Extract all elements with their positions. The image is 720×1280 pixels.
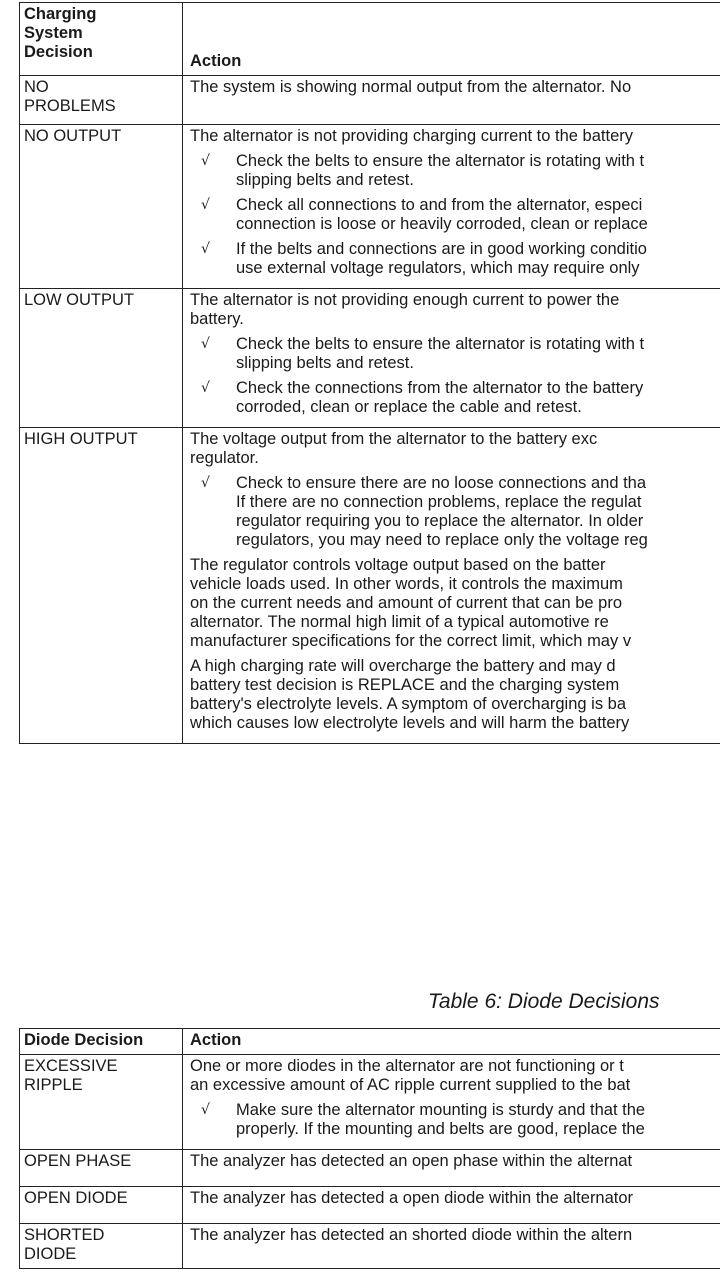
paragraph: The regulator controls voltage output based on the batter vehicle loads used. In other words, it controls the maximum on the current needs and amount of current that can be pro alternator. The normal high limit of a typical automotive re manufacturer specifications for the correct limit, which may v <box>190 556 632 650</box>
decision-line: HIGH OUTPUT <box>24 430 138 448</box>
decision-cell <box>20 1150 183 1187</box>
action-text: One or more diodes in the alternator are not functioning or t an excessive amount of AC ripple current supplied to the bat <box>190 1057 631 1094</box>
decision-cell <box>20 428 183 744</box>
check-item <box>190 379 720 417</box>
header-diode-decision: Diode Decision <box>20 1029 183 1055</box>
decision-line: NO <box>24 78 49 96</box>
check-mark-icon: √ <box>201 241 210 257</box>
check-text: Check to ensure there are no loose connections and tha If there are no connection problems, replace the regulat regulator requiring you to replace the alternator. In older regulators, you may need to replace only the voltage reg <box>236 474 648 549</box>
check-text: Check the belts to ensure the alternator is rotating with t slipping belts and retest. <box>236 335 645 372</box>
action-text: The alternator is not providing enough current to power the battery. <box>190 291 620 328</box>
table-row <box>20 428 720 744</box>
table-row <box>20 1055 720 1150</box>
paragraph: A high charging rate will overcharge the battery and may d battery test decision is REPLACE and the charging system battery's electrolyte levels. A symptom of overcharging is ba which causes low electrolyte levels and will harm the battery <box>190 657 630 732</box>
check-mark-icon: √ <box>201 336 210 352</box>
check-mark-icon: √ <box>201 197 210 213</box>
table-row <box>20 289 720 428</box>
check-mark-icon: √ <box>201 1102 210 1118</box>
decision-line: OPEN DIODE <box>24 1189 128 1207</box>
action-text: The analyzer has detected an open phase within the alternat <box>190 1152 633 1170</box>
check-mark-icon: √ <box>201 475 210 491</box>
header-line: Decision <box>24 43 93 61</box>
check-item <box>190 240 720 278</box>
decision-line: DIODE <box>24 1245 77 1263</box>
header-line: Charging <box>24 5 97 23</box>
action-cell <box>183 289 720 428</box>
check-text: If the belts and connections are in good working conditio use external voltage regulators, which may require only <box>236 240 647 277</box>
decision-line: NO OUTPUT <box>24 127 122 145</box>
action-text: The voltage output from the alternator to the battery exc regulator. <box>190 430 598 467</box>
decision-cell <box>20 76 183 125</box>
action-text: The analyzer has detected a open diode within the alternator <box>190 1189 634 1207</box>
action-text: The alternator is not providing charging current to the battery <box>190 127 633 145</box>
header-line: System <box>24 24 83 42</box>
action-text: The system is showing normal output from the alternator. No <box>190 78 632 96</box>
table-row <box>20 125 720 289</box>
check-item <box>190 152 720 190</box>
action-cell <box>183 428 720 744</box>
header-action: Action <box>183 1029 720 1055</box>
check-mark-icon: √ <box>201 380 210 396</box>
check-text: Make sure the alternator mounting is sturdy and that the properly. If the mounting and belts are good, replace the <box>236 1101 646 1138</box>
check-text: Check the belts to ensure the alternator is rotating with t slipping belts and retest. <box>236 152 645 189</box>
decision-cell <box>20 1187 183 1224</box>
action-cell <box>183 1187 720 1224</box>
decision-cell <box>20 1224 183 1269</box>
action-cell <box>183 1055 720 1150</box>
diode-decisions-table <box>19 1028 720 1269</box>
decision-cell <box>20 1055 183 1150</box>
decision-line: LOW OUTPUT <box>24 291 134 309</box>
decision-line: OPEN PHASE <box>24 1152 132 1170</box>
table-row <box>20 76 720 125</box>
decision-line: SHORTED <box>24 1226 105 1244</box>
check-mark-icon: √ <box>201 153 210 169</box>
decision-line: PROBLEMS <box>24 97 116 115</box>
table-header-row <box>20 3 720 76</box>
action-cell <box>183 76 720 125</box>
action-cell <box>183 125 720 289</box>
check-text: Check the connections from the alternator to the battery corroded, clean or replace the cable and retest. <box>236 379 644 416</box>
check-item <box>190 1101 720 1139</box>
table-row <box>20 1150 720 1187</box>
decision-cell <box>20 289 183 428</box>
action-cell <box>183 1150 720 1187</box>
decision-line: EXCESSIVE <box>24 1057 118 1075</box>
decision-cell <box>20 125 183 289</box>
header-action-label: Action <box>190 52 242 70</box>
table-title: Table 6: Diode Decisions <box>428 990 660 1013</box>
header-charging-system-decision <box>20 3 183 76</box>
check-item <box>190 474 720 550</box>
action-cell <box>183 1224 720 1269</box>
check-text: Check all connections to and from the alternator, especi connection is loose or heavily corroded, clean or replace <box>236 196 648 233</box>
table-row <box>20 1187 720 1224</box>
action-text: The analyzer has detected an shorted diode within the altern <box>190 1226 633 1244</box>
check-item <box>190 196 720 234</box>
table-row <box>20 1224 720 1269</box>
check-item <box>190 335 720 373</box>
charging-system-decisions-table <box>19 2 720 744</box>
decision-line: RIPPLE <box>24 1076 83 1094</box>
table-header-row <box>20 1029 720 1055</box>
header-action <box>183 3 720 76</box>
